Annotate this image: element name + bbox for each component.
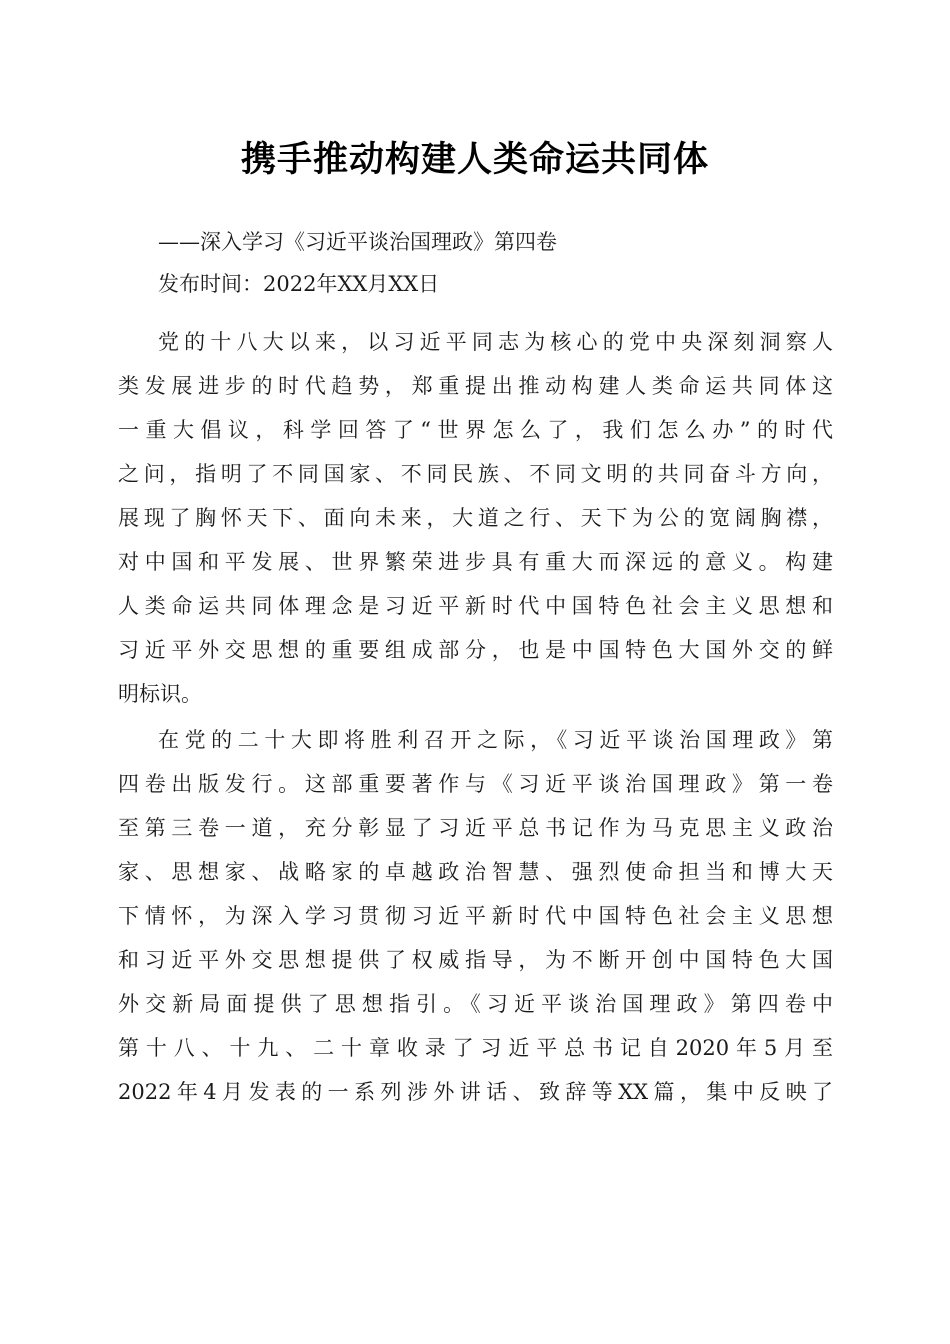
paragraph-line: 下情怀，为深入学习贯彻习近平新时代中国特色社会主义思想 bbox=[118, 904, 833, 928]
paragraph-line: 习近平外交思想的重要组成部分，也是中国特色大国外交的鲜 bbox=[118, 638, 833, 662]
document-title: 携手推动构建人类命运共同体 bbox=[240, 139, 709, 180]
publish-date: 发布时间：2022年XX月XX日 bbox=[158, 272, 440, 296]
paragraph-line: 家、思想家、战略家的卓越政治智慧、强烈使命担当和博大天 bbox=[118, 860, 833, 884]
paragraph-line: 人类命运共同体理念是习近平新时代中国特色社会主义思想和 bbox=[118, 594, 833, 618]
document-subtitle: ——深入学习《习近平谈治国理政》第四卷 bbox=[158, 230, 557, 254]
paragraph-line: 至第三卷一道，充分彰显了习近平总书记作为马克思主义政治 bbox=[118, 816, 833, 840]
paragraph-line: 在党的二十大即将胜利召开之际，《习近平谈治国理政》第 bbox=[158, 728, 833, 752]
paragraph-line: 四卷出版发行。这部重要著作与《习近平谈治国理政》第一卷 bbox=[118, 772, 833, 796]
paragraph-line: 党的十八大以来，以习近平同志为核心的党中央深刻洞察人 bbox=[158, 330, 833, 354]
paragraph-line: 对中国和平发展、世界繁荣进步具有重大而深远的意义。构建 bbox=[118, 550, 833, 574]
paragraph-line: 和习近平外交思想提供了权威指导，为不断开创中国特色大国 bbox=[118, 948, 833, 972]
paragraph-line: 明标识。 bbox=[118, 682, 202, 706]
paragraph-line: 展现了胸怀天下、面向未来，大道之行、天下为公的宽阔胸襟， bbox=[118, 506, 833, 530]
paragraph-2 bbox=[118, 718, 833, 1114]
paragraph-line: 一重大倡议，科学回答了“世界怎么了，我们怎么办”的时代 bbox=[118, 418, 833, 442]
paragraph-1 bbox=[118, 320, 833, 716]
paragraph-line: 之问，指明了不同国家、不同民族、不同文明的共同奋斗方向， bbox=[118, 462, 833, 486]
paragraph-line: 类发展进步的时代趋势，郑重提出推动构建人类命运共同体这 bbox=[118, 374, 833, 398]
paragraph-line: 第十八、十九、二十章收录了习近平总书记自2020年5月至 bbox=[118, 1036, 833, 1060]
paragraph-line: 外交新局面提供了思想指引。《习近平谈治国理政》第四卷中 bbox=[118, 992, 833, 1016]
paragraph-line: 2022年4月发表的一系列涉外讲话、致辞等XX篇，集中反映了 bbox=[118, 1080, 833, 1104]
